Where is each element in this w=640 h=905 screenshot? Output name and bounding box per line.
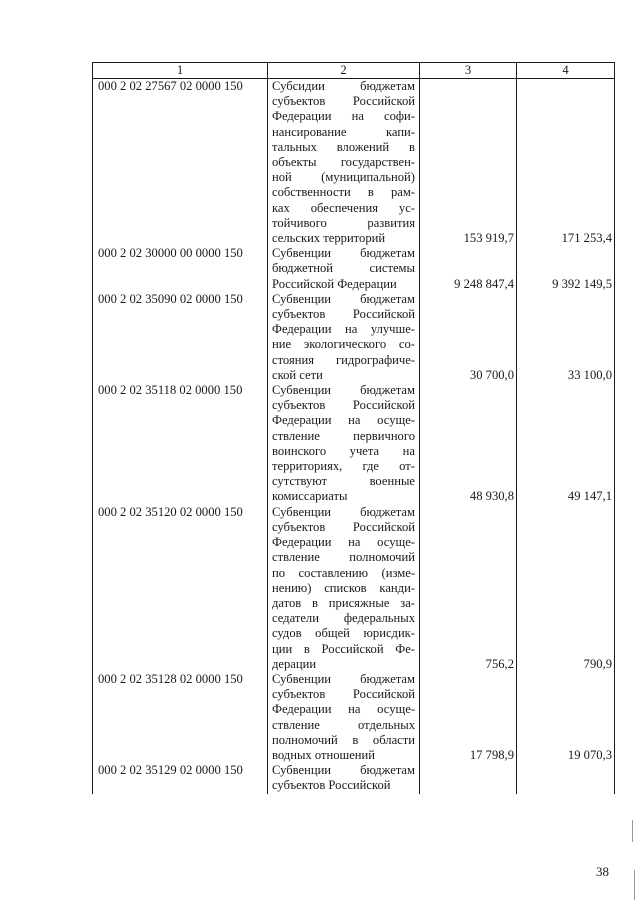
- row-name-line: субъектов Российской: [272, 307, 415, 322]
- row-name-line: по составлению (изме-: [272, 565, 415, 580]
- row-value-col3: 153 919,7: [420, 79, 517, 247]
- row-code: 000 2 02 35129 02 0000 150: [93, 763, 268, 793]
- row-name: [268, 79, 420, 247]
- row-name-line: датов в присяжные за-: [272, 595, 415, 610]
- row-name-line: Федерации на улучше-: [272, 322, 415, 337]
- row-name-line: стояния гидрографиче-: [272, 352, 415, 367]
- row-name-line: субъектов Российской: [272, 398, 415, 413]
- budget-table: [92, 62, 615, 794]
- row-name-line: объекты государствен-: [272, 155, 415, 170]
- header-col-2: 2: [268, 63, 420, 79]
- row-name-line: водных отношений: [272, 747, 376, 762]
- row-value-col3: 30 700,0: [420, 292, 517, 383]
- row-name-line: воинского учета на: [272, 443, 415, 458]
- row-name-line: Субвенции бюджетам: [272, 763, 415, 778]
- row-name-line: Субвенции бюджетам: [272, 504, 415, 519]
- row-name-line: сутствуют военные: [272, 474, 415, 489]
- row-name-line: ках обеспечения ус-: [272, 200, 415, 215]
- row-name-line: бюджетной системы: [272, 261, 415, 276]
- row-name-line: субъектов Российской: [272, 687, 415, 702]
- page-number: 38: [596, 864, 609, 879]
- row-value-col4: 33 100,0: [517, 292, 615, 383]
- row-value-col3: 756,2: [420, 505, 517, 672]
- header-col-4: 4: [517, 63, 615, 79]
- row-name-line: Субвенции бюджетам: [272, 291, 415, 306]
- row-name-line: сельских территорий: [272, 231, 386, 246]
- row-name-line: нению) списков канди-: [272, 580, 415, 595]
- row-name: [268, 292, 420, 383]
- header-row: [93, 63, 615, 79]
- header-col-3: 3: [420, 63, 517, 79]
- table-row: [93, 383, 615, 505]
- row-value-col4: 790,9: [517, 505, 615, 672]
- row-name-line: Федерации на софи-: [272, 109, 415, 124]
- row-name-line: седатели федеральных: [272, 611, 415, 626]
- row-name-line: ствление отдельных: [272, 717, 415, 732]
- row-name-line: субъектов Российской: [272, 778, 391, 793]
- row-code: 000 2 02 35120 02 0000 150: [93, 505, 268, 672]
- row-name-line: комиссариаты: [272, 489, 348, 504]
- row-value-col3: 9 248 847,4: [420, 246, 517, 292]
- row-code: 000 2 02 35118 02 0000 150: [93, 383, 268, 505]
- row-value-col4: 49 147,1: [517, 383, 615, 505]
- row-name-line: Субсидии бюджетам: [272, 79, 415, 93]
- row-name-line: Субвенции бюджетам: [272, 671, 415, 686]
- row-name: [268, 505, 420, 672]
- row-name: [268, 763, 420, 793]
- row-name-line: территориях, где от-: [272, 459, 415, 474]
- row-value-col3: 48 930,8: [420, 383, 517, 505]
- row-value-col4: 19 070,3: [517, 672, 615, 763]
- row-name-line: Федерации на осуще-: [272, 702, 415, 717]
- row-name-line: Федерации на осуще-: [272, 413, 415, 428]
- row-name-line: тойчивого развития: [272, 215, 415, 230]
- table-body: [93, 79, 615, 794]
- row-name-line: дерации: [272, 656, 317, 671]
- scan-edge-mark: [632, 820, 633, 842]
- header-col-1: 1: [93, 63, 268, 79]
- row-name-line: ции в Российской Фе-: [272, 641, 415, 656]
- row-name: [268, 246, 420, 292]
- row-name-line: тальных вложений в: [272, 139, 415, 154]
- row-value-col4: 171 253,4: [517, 79, 615, 247]
- row-name-line: Федерации на осуще-: [272, 535, 415, 550]
- row-name: [268, 672, 420, 763]
- table-row: [93, 292, 615, 383]
- row-name-line: Субвенции бюджетам: [272, 246, 415, 261]
- row-name-line: ствление первичного: [272, 428, 415, 443]
- table-row: [93, 763, 615, 793]
- row-name-line: субъектов Российской: [272, 94, 415, 109]
- row-value-col3: [420, 763, 517, 793]
- row-name-line: собственности в рам-: [272, 185, 415, 200]
- row-name-line: судов общей юрисдик-: [272, 626, 415, 641]
- row-name-line: полномочий в области: [272, 732, 415, 747]
- scan-edge-mark-2: [634, 870, 635, 900]
- row-code: 000 2 02 27567 02 0000 150: [93, 79, 268, 247]
- table-row: [93, 246, 615, 292]
- row-name-line: ной (муниципальной): [272, 170, 415, 185]
- row-code: 000 2 02 30000 00 0000 150: [93, 246, 268, 292]
- row-value-col3: 17 798,9: [420, 672, 517, 763]
- row-code: 000 2 02 35090 02 0000 150: [93, 292, 268, 383]
- row-name-line: ствление полномочий: [272, 550, 415, 565]
- row-name-line: ние экологического со-: [272, 337, 415, 352]
- row-name-line: Российской Федерации: [272, 276, 397, 291]
- row-name-line: нансирование капи-: [272, 124, 415, 139]
- table-row: [93, 672, 615, 763]
- row-name-line: ской сети: [272, 367, 323, 382]
- row-value-col4: 9 392 149,5: [517, 246, 615, 292]
- table-row: [93, 505, 615, 672]
- row-name-line: субъектов Российской: [272, 519, 415, 534]
- row-name-line: Субвенции бюджетам: [272, 383, 415, 398]
- table-header: [93, 63, 615, 79]
- row-value-col4: [517, 763, 615, 793]
- row-code: 000 2 02 35128 02 0000 150: [93, 672, 268, 763]
- table-row: [93, 79, 615, 247]
- row-name: [268, 383, 420, 505]
